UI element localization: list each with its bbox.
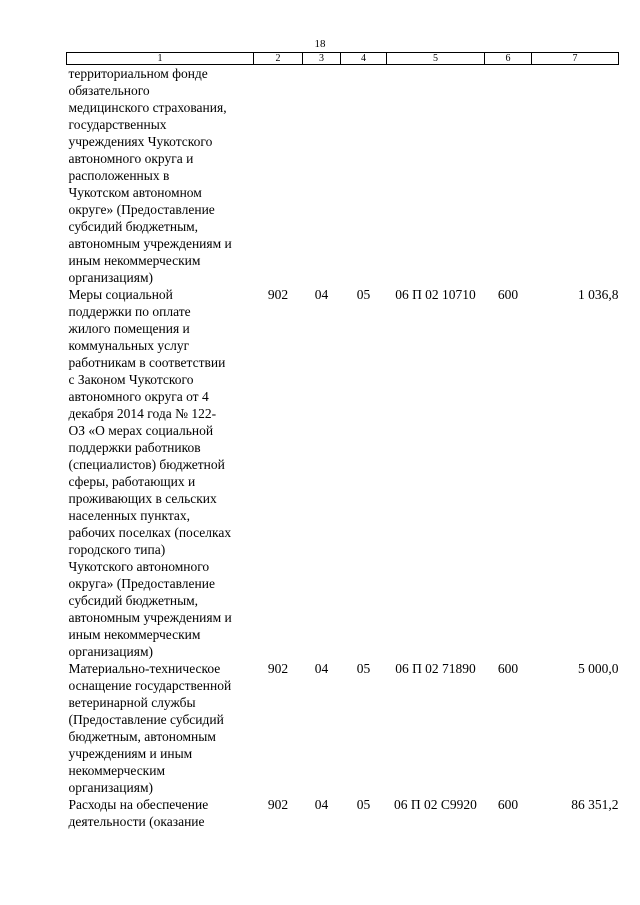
row-expense-type: 600 bbox=[497, 661, 519, 676]
row-name: территориальном фонде обязательного медицинского страхования, государственных учреждениях Чукотского автономного округа и расположенных в Чукотском автономном округе» (Предоставление субсидий бюджетным, автономным учреждениям и иным некоммерческим организациям) bbox=[68, 66, 232, 285]
row-name: Расходы на обеспечение деятельности (оказание bbox=[68, 797, 209, 829]
table-row bbox=[67, 796, 619, 830]
table-row bbox=[67, 65, 619, 287]
column-header-name: 1 bbox=[67, 53, 254, 65]
table-row bbox=[67, 660, 619, 796]
row-section: 04 bbox=[314, 797, 329, 812]
row-target-article bbox=[387, 65, 485, 287]
row-expense-type bbox=[485, 65, 532, 287]
row-amount: 1 036,8 bbox=[578, 287, 619, 302]
table-header-row bbox=[67, 53, 619, 65]
page-number: 18 bbox=[314, 38, 326, 50]
budget-table bbox=[66, 52, 619, 830]
row-subsection: 05 bbox=[356, 287, 371, 302]
row-section: 04 bbox=[314, 287, 329, 302]
row-target-article: 06 П 02 10710 bbox=[395, 287, 476, 302]
row-name: Материально-техническое оснащение государственной ветеринарной службы (Предоставление субсидий бюджетным, автономным учреждениям и иным некоммерческим организациям) bbox=[68, 661, 232, 795]
column-header-amount: 7 bbox=[532, 53, 619, 65]
column-header-ministry: 2 bbox=[254, 53, 303, 65]
row-amount bbox=[532, 65, 619, 287]
row-amount: 5 000,0 bbox=[578, 661, 619, 676]
column-header-target-article: 5 bbox=[387, 53, 485, 65]
row-subsection: 05 bbox=[356, 661, 371, 676]
row-section bbox=[303, 65, 341, 287]
row-section: 04 bbox=[314, 661, 329, 676]
row-ministry: 902 bbox=[267, 287, 289, 302]
row-subsection: 05 bbox=[356, 797, 371, 812]
row-target-article: 06 П 02 71890 bbox=[395, 661, 476, 676]
column-header-section: 3 bbox=[303, 53, 341, 65]
column-header-subsection: 4 bbox=[341, 53, 387, 65]
row-subsection bbox=[341, 65, 387, 287]
row-expense-type: 600 bbox=[497, 287, 519, 302]
column-header-expense-type: 6 bbox=[485, 53, 532, 65]
row-ministry: 902 bbox=[267, 797, 289, 812]
row-ministry: 902 bbox=[267, 661, 289, 676]
row-ministry bbox=[254, 65, 303, 287]
table-row bbox=[67, 286, 619, 660]
row-target-article: 06 П 02 С9920 bbox=[394, 797, 477, 812]
row-amount: 86 351,2 bbox=[571, 797, 619, 812]
row-name: Меры социальной поддержки по оплате жилого помещения и коммунальных услуг работникам в соответствии с Законом Чукотского автономного округа от 4 декабря 2014 года № 122- ОЗ «О мерах социальной поддержки работников (специалистов) бюджетной сферы, работающих и проживающих в сельских населенных пунктах, рабочих поселках (поселках городского типа) Чукотского автономного округа» (Предоставление субсидий бюджетным, автономным учреждениям и иным некоммерческим организациям) bbox=[68, 287, 232, 659]
row-expense-type: 600 bbox=[497, 797, 519, 812]
